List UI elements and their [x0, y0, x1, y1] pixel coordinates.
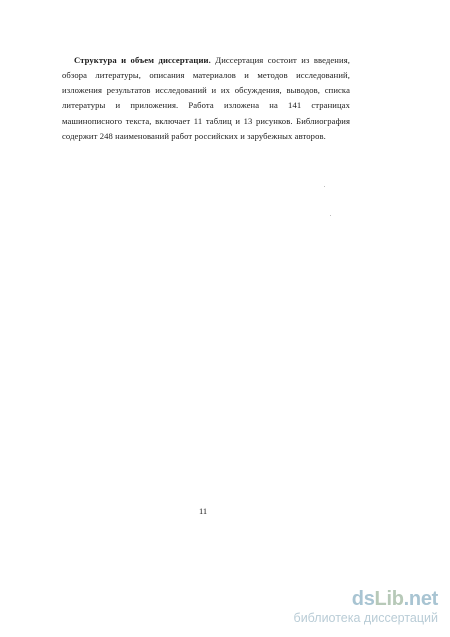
- page-number: 11: [199, 506, 208, 516]
- paragraph-lead: Структура и объем диссертации.: [74, 54, 211, 65]
- scan-speck: [324, 186, 325, 187]
- structure-paragraph: [62, 53, 350, 145]
- dslib-logo: dsLib.net: [351, 588, 438, 610]
- paragraph-body: Диссертация состоит из введения, обзора литературы, описания материалов и методов исследований, изложения результатов исследований и их обсуждения, выводов, списка литературы и приложения. Работа изложена на 141 страницах машинописного текста, включает 11 таблиц и 13 рисунков. Библиография содержит 248 наименований работ российских и зарубежных авторов.: [62, 54, 350, 142]
- scan-speck: [330, 215, 331, 216]
- dslib-watermark: [294, 589, 438, 626]
- watermark-tagline: библиотека диссертаций: [293, 611, 438, 625]
